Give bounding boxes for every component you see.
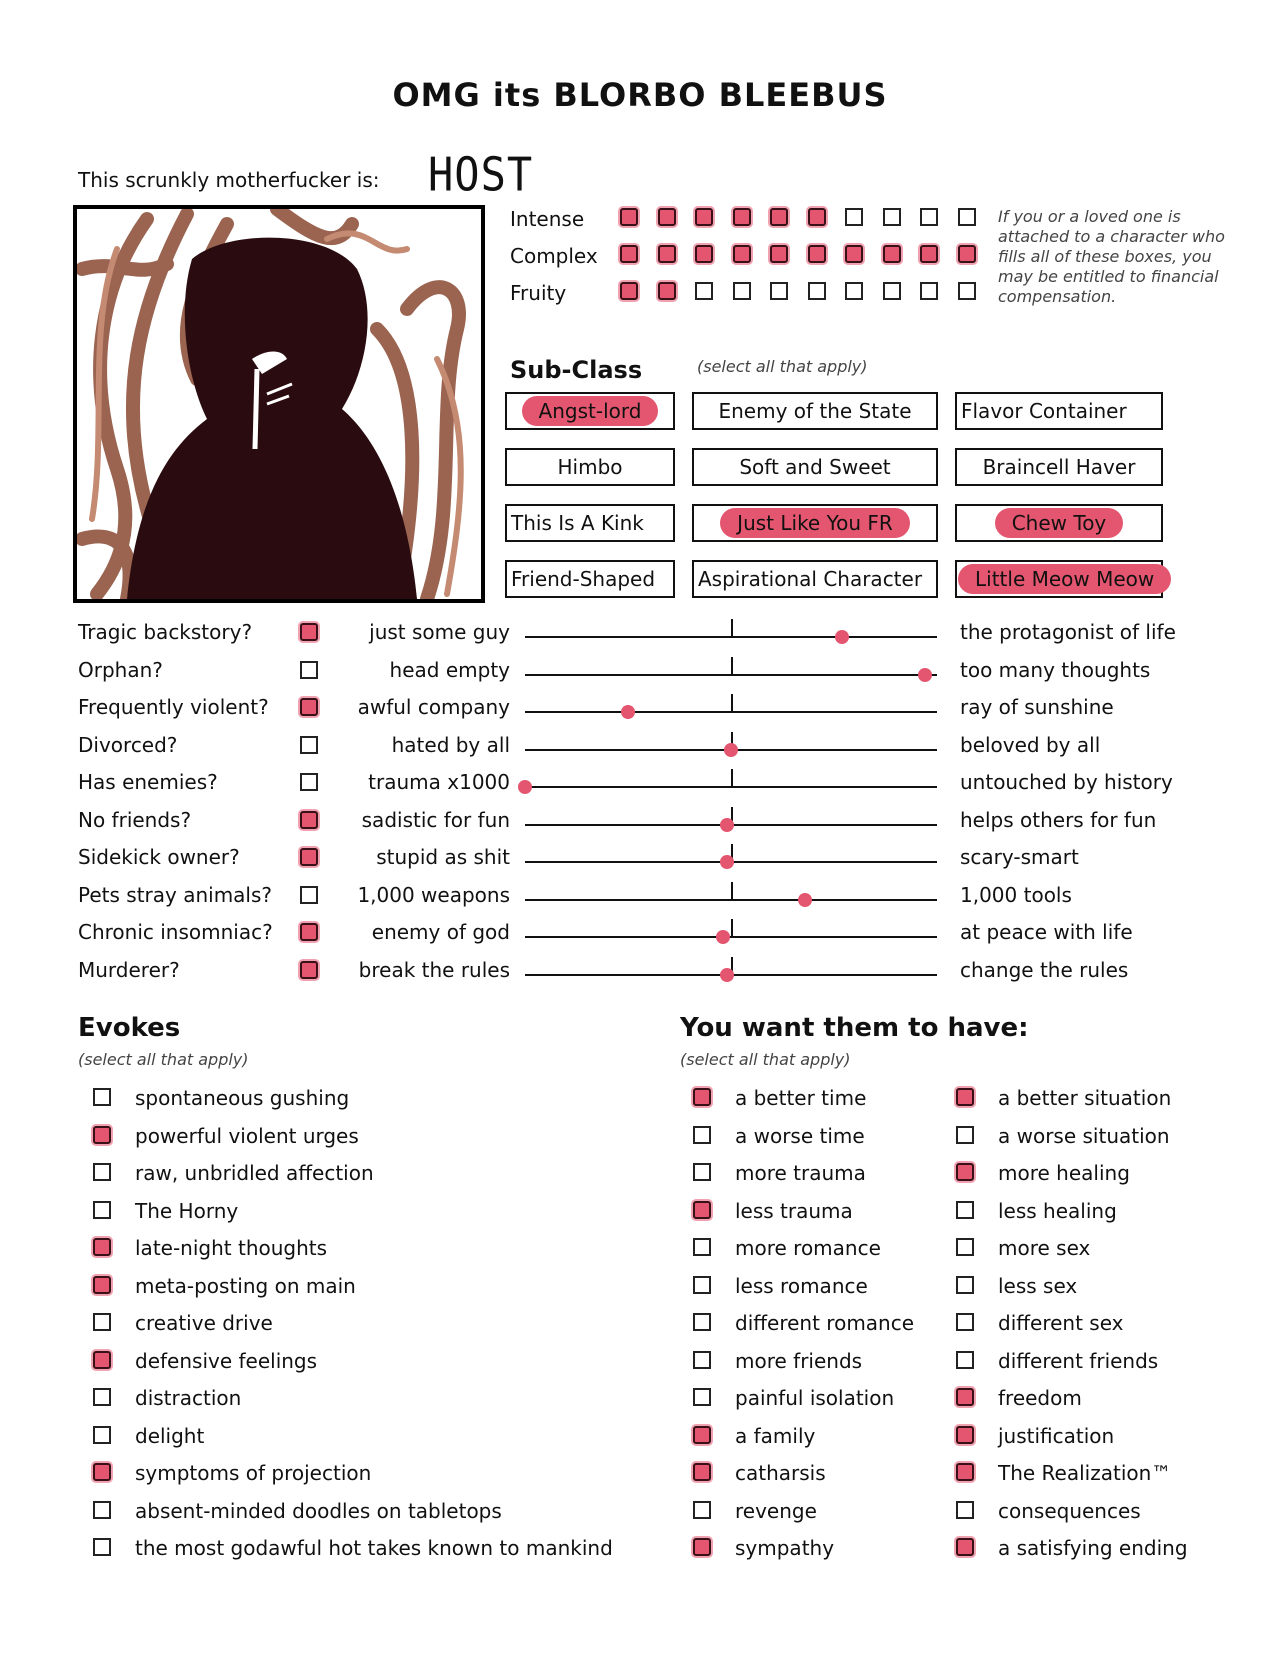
evokes-checkbox[interactable] [93, 1463, 111, 1481]
scale-right-label: the protagonist of life [960, 620, 1176, 644]
evokes-checkbox[interactable] [93, 1163, 111, 1181]
meter-checkbox[interactable] [658, 245, 676, 263]
question-label: Murderer? [78, 957, 180, 982]
meter-checkbox[interactable] [808, 208, 826, 226]
want-item: justification [998, 1423, 1115, 1448]
meter-checkbox[interactable] [920, 245, 938, 263]
scale-right-label: helps others for fun [960, 807, 1157, 832]
want-checkbox[interactable] [693, 1276, 711, 1294]
scale-left-label: sadistic for fun [361, 807, 510, 832]
meter-checkbox[interactable] [695, 208, 713, 226]
scale-left-label: 1,000 weapons [357, 882, 510, 907]
question-checkbox[interactable] [300, 736, 318, 754]
evokes-item: spontaneous gushing [135, 1086, 350, 1110]
meter-checkbox[interactable] [883, 282, 901, 300]
evokes-item: powerful violent urges [135, 1123, 359, 1148]
evokes-checkbox[interactable] [93, 1201, 111, 1219]
scale-marker[interactable] [716, 930, 730, 944]
question-label: Divorced? [78, 732, 178, 757]
subclass-option-label: Friend-Shaped [511, 567, 656, 591]
subclass-option[interactable] [955, 392, 1163, 430]
subclass-option-label: Braincell Haver [982, 455, 1136, 479]
evokes-checkbox[interactable] [93, 1426, 111, 1444]
scale-marker[interactable] [621, 705, 635, 719]
evokes-item: meta-posting on main [135, 1273, 356, 1298]
meter-checkbox[interactable] [958, 245, 976, 263]
scale-left-label: trauma x1000 [368, 770, 510, 794]
meter-checkbox[interactable] [808, 282, 826, 300]
subclass-option-label: Chew Toy [998, 511, 1121, 535]
want-checkbox[interactable] [693, 1463, 711, 1481]
evokes-checkbox[interactable] [93, 1388, 111, 1406]
scale-marker[interactable] [724, 743, 738, 757]
want-checkbox[interactable] [693, 1088, 711, 1106]
scale-right-label: at peace with life [960, 920, 1133, 944]
want-checkbox[interactable] [693, 1388, 711, 1406]
want-checkbox[interactable] [956, 1238, 974, 1256]
evokes-title: Evokes [78, 1013, 181, 1043]
meter-checkbox[interactable] [620, 245, 638, 263]
scale-marker[interactable] [720, 818, 734, 832]
meter-checkbox[interactable] [695, 245, 713, 263]
evokes-hint: (select all that apply) [78, 1050, 249, 1069]
portrait-drawing [77, 209, 481, 599]
character-name: HOST [428, 147, 534, 202]
want-item: less sex [998, 1273, 1078, 1298]
want-checkbox[interactable] [693, 1426, 711, 1444]
question-checkbox[interactable] [300, 848, 318, 866]
meter-checkbox[interactable] [733, 245, 751, 263]
subclass-option[interactable] [955, 504, 1163, 542]
scale-marker[interactable] [835, 630, 849, 644]
question-label: Sidekick owner? [78, 845, 240, 869]
meter-checkbox[interactable] [770, 245, 788, 263]
want-item: different sex [998, 1311, 1124, 1335]
subclass-option[interactable] [955, 560, 1163, 598]
want-checkbox[interactable] [956, 1426, 974, 1444]
want-hint: (select all that apply) [680, 1050, 851, 1069]
subclass-option-label: This Is A Kink [511, 511, 644, 535]
meter-checkbox[interactable] [920, 282, 938, 300]
meter-checkbox[interactable] [808, 245, 826, 263]
want-item: less romance [735, 1273, 868, 1298]
evokes-checkbox[interactable] [93, 1088, 111, 1106]
question-label: Chronic insomniac? [78, 920, 273, 944]
subclass-hint: (select all that apply) [697, 357, 868, 376]
question-label: No friends? [78, 807, 192, 832]
meter-checkbox[interactable] [695, 282, 713, 300]
want-checkbox[interactable] [956, 1351, 974, 1369]
scale-marker[interactable] [918, 668, 932, 682]
meter-checkbox[interactable] [658, 208, 676, 226]
want-item: a satisfying ending [998, 1536, 1188, 1560]
meter-checkbox[interactable] [958, 208, 976, 226]
question-label: Has enemies? [78, 770, 218, 794]
question-checkbox[interactable] [300, 961, 318, 979]
scale-midpoint [731, 769, 733, 787]
want-item: a family [735, 1423, 816, 1448]
meter-checkbox[interactable] [770, 282, 788, 300]
scale-midpoint [731, 882, 733, 900]
evokes-item: absent-minded doodles on tabletops [135, 1498, 502, 1523]
subclass-option[interactable] [692, 504, 938, 542]
scale-left-label: just some guy [369, 620, 510, 644]
subclass-option[interactable] [505, 504, 675, 542]
scale-left-label: stupid as shit [376, 845, 510, 869]
scale-right-label: beloved by all [960, 732, 1101, 757]
scale-right-label: change the rules [960, 957, 1129, 982]
scale-midpoint [731, 694, 733, 712]
subclass-option[interactable] [505, 560, 675, 598]
want-checkbox[interactable] [693, 1201, 711, 1219]
meter-label-intense: Intense [510, 207, 585, 231]
question-label: Tragic backstory? [78, 620, 253, 644]
question-checkbox[interactable] [300, 773, 318, 791]
meter-checkbox[interactable] [770, 208, 788, 226]
meter-checkbox[interactable] [658, 282, 676, 300]
evokes-checkbox[interactable] [93, 1351, 111, 1369]
want-checkbox[interactable] [956, 1088, 974, 1106]
want-item: freedom [998, 1386, 1082, 1410]
evokes-item: defensive feelings [135, 1348, 318, 1373]
meter-checkbox[interactable] [883, 208, 901, 226]
meter-checkbox[interactable] [733, 282, 751, 300]
want-item: sympathy [735, 1536, 835, 1560]
scale-marker[interactable] [720, 968, 734, 982]
subclass-option[interactable] [692, 392, 938, 430]
scale-right-label: untouched by history [960, 770, 1173, 794]
meter-checkbox[interactable] [920, 208, 938, 226]
evokes-item: delight [135, 1423, 205, 1448]
question-label: Pets stray animals? [78, 882, 273, 907]
want-checkbox[interactable] [956, 1201, 974, 1219]
question-checkbox[interactable] [300, 661, 318, 679]
scale-midpoint [731, 657, 733, 675]
compensation-disclaimer: If you or a loved one is attached to a character who fills all of these boxes, you may be entitled to financial compensation. [998, 207, 1225, 306]
want-item: more trauma [735, 1161, 866, 1185]
meter-label-fruity: Fruity [510, 281, 567, 305]
subclass-title: Sub-Class [510, 356, 643, 384]
subclass-option[interactable] [955, 448, 1163, 486]
scale-marker[interactable] [720, 855, 734, 869]
want-item: more friends [735, 1348, 863, 1373]
meter-checkbox[interactable] [958, 282, 976, 300]
scale-marker[interactable] [518, 780, 532, 794]
evokes-checkbox[interactable] [93, 1126, 111, 1144]
want-item: a worse time [735, 1123, 865, 1148]
want-item: revenge [735, 1498, 817, 1523]
want-item: catharsis [735, 1461, 826, 1485]
want-item: consequences [998, 1498, 1141, 1523]
evokes-item: raw, unbridled affection [135, 1161, 374, 1185]
question-label: Frequently violent? [78, 695, 269, 719]
meter-checkbox[interactable] [845, 208, 863, 226]
subclass-option-label: Enemy of the State [718, 399, 912, 423]
scale-midpoint [731, 619, 733, 637]
subclass-option-label: Himbo [557, 455, 623, 479]
subclass-option-label: Flavor Container [961, 399, 1127, 423]
meter-checkbox[interactable] [845, 245, 863, 263]
want-item: a better time [735, 1086, 867, 1110]
want-checkbox[interactable] [956, 1163, 974, 1181]
subclass-option-label: Just Like You FR [723, 511, 907, 535]
evokes-item: the most godawful hot takes known to mankind [135, 1536, 613, 1560]
want-item: a better situation [998, 1086, 1172, 1110]
scale-right-label: ray of sunshine [960, 695, 1114, 719]
evokes-checkbox[interactable] [93, 1313, 111, 1331]
want-checkbox[interactable] [693, 1538, 711, 1556]
scale-right-label: scary-smart [960, 845, 1079, 869]
want-item: less trauma [735, 1198, 853, 1223]
subclass-option-label: Aspirational Character [698, 567, 923, 591]
evokes-checkbox[interactable] [93, 1501, 111, 1519]
want-checkbox[interactable] [956, 1538, 974, 1556]
want-item: more healing [998, 1161, 1130, 1185]
scale-left-label: hated by all [391, 732, 510, 757]
subclass-option-label: Soft and Sweet [739, 455, 891, 479]
scale-left-label: awful company [357, 695, 510, 719]
want-item: a worse situation [998, 1123, 1170, 1148]
evokes-item: creative drive [135, 1311, 273, 1335]
evokes-checkbox[interactable] [93, 1238, 111, 1256]
question-checkbox[interactable] [300, 623, 318, 641]
meter-checkbox[interactable] [845, 282, 863, 300]
want-checkbox[interactable] [693, 1126, 711, 1144]
want-checkbox[interactable] [956, 1276, 974, 1294]
want-title: You want them to have: [680, 1013, 1029, 1043]
question-checkbox[interactable] [300, 923, 318, 941]
want-item: less healing [998, 1198, 1117, 1223]
page-title: OMG its BLORBO BLEEBUS [392, 76, 888, 114]
meter-checkbox[interactable] [733, 208, 751, 226]
meter-label-complex: Complex [510, 244, 598, 268]
want-item: more romance [735, 1236, 881, 1260]
evokes-item: late-night thoughts [135, 1236, 328, 1260]
want-item: painful isolation [735, 1386, 895, 1410]
want-item: different friends [998, 1348, 1159, 1373]
want-checkbox[interactable] [693, 1351, 711, 1369]
scale-left-label: enemy of god [371, 920, 510, 944]
question-checkbox[interactable] [300, 698, 318, 716]
subclass-option[interactable] [505, 448, 675, 486]
subclass-option[interactable] [692, 560, 938, 598]
want-checkbox[interactable] [956, 1501, 974, 1519]
evokes-item: symptoms of projection [135, 1461, 372, 1485]
subclass-option[interactable] [505, 392, 675, 430]
scale-right-label: too many thoughts [960, 657, 1151, 682]
want-checkbox[interactable] [693, 1238, 711, 1256]
meter-checkbox[interactable] [883, 245, 901, 263]
scale-right-label: 1,000 tools [960, 882, 1072, 907]
want-item: more sex [998, 1236, 1091, 1260]
character-portrait [73, 205, 485, 603]
scale-left-label: head empty [389, 657, 510, 682]
want-checkbox[interactable] [956, 1388, 974, 1406]
evokes-item: distraction [135, 1386, 242, 1410]
subclass-option-label: Little Meow Meow [961, 567, 1168, 591]
want-checkbox[interactable] [956, 1313, 974, 1331]
meter-checkbox[interactable] [620, 208, 638, 226]
question-checkbox[interactable] [300, 886, 318, 904]
character-label: This scrunkly motherfucker is: [78, 168, 380, 192]
subclass-option-label: Angst-lord [525, 399, 656, 423]
evokes-checkbox[interactable] [93, 1538, 111, 1556]
want-checkbox[interactable] [956, 1126, 974, 1144]
want-checkbox[interactable] [956, 1463, 974, 1481]
want-checkbox[interactable] [693, 1313, 711, 1331]
want-item: different romance [735, 1311, 915, 1335]
scale-marker[interactable] [798, 893, 812, 907]
question-label: Orphan? [78, 657, 163, 682]
meter-checkbox[interactable] [620, 282, 638, 300]
evokes-item: The Horny [135, 1198, 239, 1223]
want-checkbox[interactable] [693, 1163, 711, 1181]
want-item: The Realization™ [998, 1461, 1172, 1485]
want-checkbox[interactable] [693, 1501, 711, 1519]
scale-left-label: break the rules [358, 957, 510, 982]
evokes-checkbox[interactable] [93, 1276, 111, 1294]
subclass-option[interactable] [692, 448, 938, 486]
scale-midpoint [731, 919, 733, 937]
question-checkbox[interactable] [300, 811, 318, 829]
